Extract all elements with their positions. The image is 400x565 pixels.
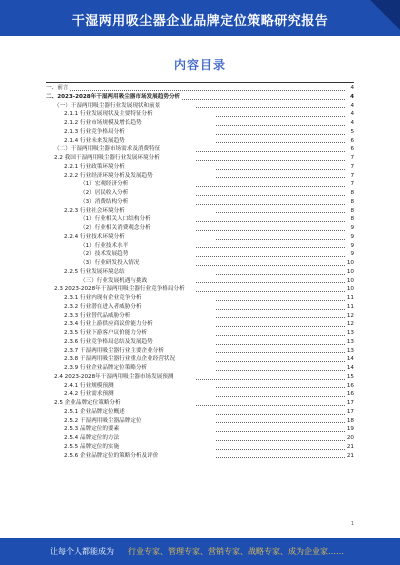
toc-entry-text: （3）消费结构分析	[80, 198, 129, 205]
toc-entry-page: 4	[350, 85, 354, 91]
corner-fold-decoration	[370, 0, 400, 30]
toc-entry-page: 20	[346, 435, 354, 441]
toc-leader-dots	[196, 275, 345, 284]
toc-entry-page: 16	[346, 382, 354, 389]
toc-entry-page: 11	[346, 295, 354, 301]
toc-entry-text: 二、2023-2028年干湿两用吸尘器市场发展趋势分析	[46, 93, 181, 100]
toc-entry-page: 13	[346, 330, 354, 336]
toc-entry-text: （1）行业相关人口结构分析	[80, 216, 151, 223]
toc-leader-dots	[216, 406, 345, 415]
toc-leader-dots	[196, 222, 345, 231]
toc-leader-dots	[216, 231, 345, 240]
toc-leader-dots	[196, 187, 345, 196]
toc-entry-text: 2.5.5 品牌定位的实施	[64, 443, 120, 450]
toc-entry-text: 2.1.3 行业竞争格局分析	[64, 128, 125, 135]
toc-entry-text: 2.4.2 行业需求预测	[64, 391, 114, 398]
toc-entry-page: 8	[350, 198, 354, 205]
toc-leader-dots	[216, 336, 345, 345]
toc-entry-text: （二）干湿两用吸尘器市场需求及消费特征	[54, 146, 161, 153]
toc-entry-text: 2.5.1 企业品牌定位概述	[64, 408, 125, 415]
toc-entry-page: 12	[346, 312, 354, 319]
toc-entry-text: 2.2.5 行业发展环境总结	[64, 268, 125, 275]
toc-entry-text: 2.2.2 行业经济环境分析及发展趋势	[64, 172, 153, 179]
footer-slogan-left: 让每个人都能成为	[50, 547, 114, 556]
toc-entry-page: 6	[350, 146, 354, 153]
toc-leader-dots	[216, 415, 345, 424]
toc-entry-page: 4	[350, 93, 354, 100]
toc-leader-dots	[216, 423, 345, 432]
toc-leader-dots	[216, 126, 345, 135]
toc-entry-text: （2）行业相关消费观念分析	[80, 225, 151, 231]
toc-leader-dots	[216, 441, 345, 450]
toc-entry-text: 2.3.6 行业竞争格局总结及发展趋势	[64, 338, 153, 345]
toc-leader-dots	[216, 108, 345, 117]
toc-leader-dots	[196, 248, 345, 257]
toc-leader-dots	[216, 432, 345, 441]
toc-entry-text: 2.5.3 品牌定位的要素	[64, 426, 120, 433]
toc-entry-text: 2.3.9 行业企业品牌定位策略分析	[64, 365, 148, 371]
toc-entry-page: 10	[346, 268, 354, 275]
toc-entry-text: （三）行业发展机遇与挑战	[80, 277, 148, 284]
toc-entry-page: 11	[346, 303, 354, 310]
toc-leader-dots	[216, 301, 345, 310]
toc-entry-page: 4	[350, 102, 354, 109]
toc-entry-text: 2.3.2 行业潜在进入者威胁分析	[64, 303, 142, 310]
toc-entry-text: 2.2.1 行业政策环境分析	[64, 163, 125, 170]
toc-entry-page: 14	[346, 356, 354, 363]
toc-entry-text: （一）干湿两用吸尘器行业发展现状和前景	[54, 102, 161, 109]
table-of-contents	[46, 84, 354, 460]
toc-entry-text: 2.3.5 行业下游客户议价能力分析	[64, 330, 148, 336]
toc-entry-text: 2.3.3 行业替代品威胁分析	[64, 312, 131, 319]
toc-entry-page: 13	[346, 338, 354, 345]
toc-leader-dots	[216, 170, 345, 179]
toc-entry-page: 17	[346, 408, 354, 415]
toc-entry-text: 2.4.1 行业规模预测	[64, 382, 114, 389]
toc-leader-dots	[216, 388, 345, 397]
toc-leader-dots	[196, 152, 345, 161]
toc-entry-text: 2.1.4 行业未来发展趋势	[64, 137, 125, 144]
footer-slogan-right: 行业专家、管理专家、营销专家、战略专家、成为企业家……	[128, 547, 344, 556]
toc-entry-text: （2）居民收入分析	[80, 190, 129, 196]
toc-entry-page: 21	[346, 452, 354, 459]
toc-entry-page: 8	[350, 190, 354, 196]
toc-leader-dots	[196, 213, 345, 222]
toc-entry-text: 2.5 企业品牌定位策略分析	[54, 400, 121, 406]
toc-heading: 内容目录	[173, 58, 226, 72]
toc-leader-dots	[216, 450, 345, 459]
toc-entry-page: 16	[346, 391, 354, 398]
toc-leader-dots	[196, 240, 345, 249]
toc-entry-page: 12	[346, 321, 354, 328]
toc-leader-dots	[216, 318, 345, 327]
toc-entry-text: 2.3 2023-2028年干湿两用吸尘器行业竞争格局分析	[54, 286, 185, 293]
toc-entry[interactable]	[46, 452, 354, 461]
toc-entry-page: 9	[350, 251, 354, 258]
document-header-bar	[0, 0, 400, 36]
toc-entry-page: 10	[346, 286, 354, 293]
toc-entry-text: 2.5.2 干湿两用吸尘器品牌定位	[64, 417, 142, 424]
toc-entry-text: 2.2 我国干湿两用吸尘器行业发展环境分析	[54, 155, 160, 161]
toc-leader-dots	[196, 178, 345, 187]
toc-entry-page: 9	[350, 225, 354, 231]
toc-leader-dots	[216, 327, 345, 336]
toc-entry-text: 2.3.4 行业上游供应商议价能力分析	[64, 321, 153, 328]
toc-leader-dots	[196, 196, 345, 205]
toc-entry-text: 2.2.3 行业社会环境分析	[64, 207, 125, 214]
toc-entry-text: 2.4 2023-2028年干湿两用吸尘器市场发展预测	[54, 373, 174, 380]
toc-entry-text: （1）行业技术水平	[80, 242, 129, 249]
toc-leader-dots	[216, 117, 345, 126]
toc-entry-text: （1）宏观经济分析	[80, 181, 129, 188]
toc-entry-page: 7	[350, 181, 354, 188]
toc-entry-text: 2.5.4 品牌定位的方法	[64, 435, 120, 441]
toc-leader-dots	[196, 100, 345, 109]
toc-entry-text: 2.2.4 行业技术环境分析	[64, 233, 125, 240]
toc-entry-text: 2.3.8 干湿两用吸尘器行业重点企业经营状况	[64, 356, 176, 363]
toc-entry-page: 8	[350, 207, 354, 214]
toc-leader-dots	[196, 371, 345, 380]
toc-leader-dots	[216, 310, 345, 319]
toc-leader-dots	[62, 82, 345, 91]
toc-entry-page: 19	[346, 426, 354, 433]
toc-entry-page: 7	[350, 155, 354, 161]
page-number: 1	[350, 521, 354, 527]
toc-entry-page: 8	[350, 216, 354, 223]
toc-entry-page: 4	[350, 120, 354, 126]
toc-entry-page: 9	[350, 233, 354, 240]
toc-entry-text: 2.5.6 企业品牌定位的策略分析及评价	[64, 452, 159, 459]
toc-leader-dots	[216, 266, 345, 275]
toc-entry-text: （2）技术发展趋势	[80, 251, 129, 258]
toc-entry-page: 17	[346, 400, 354, 406]
toc-entry-page: 6	[350, 137, 354, 144]
toc-entry-page: 18	[346, 417, 354, 424]
toc-leader-dots	[216, 205, 345, 214]
toc-leader-dots	[216, 135, 345, 144]
toc-entry-text: 2.3.1 行业内现有企业竞争分析	[64, 295, 142, 301]
toc-leader-dots	[196, 397, 345, 406]
toc-entry-text: 一、前言	[46, 85, 69, 91]
toc-leader-dots	[216, 380, 345, 389]
document-title: 干湿两用吸尘器企业品牌定位策略研究报告	[71, 14, 329, 29]
toc-entry-text: 2.1.2 行业市场规模及增长趋势	[64, 120, 142, 126]
toc-entry-page: 7	[350, 172, 354, 179]
toc-entry-page: 10	[346, 277, 354, 284]
toc-leader-dots	[196, 143, 345, 152]
toc-entry-text: 2.3.7 干湿两用吸尘器行业主要企业分析	[64, 347, 164, 354]
toc-leader-dots	[196, 283, 345, 292]
toc-entry-page: 13	[346, 347, 354, 354]
toc-entry-page: 21	[346, 443, 354, 450]
toc-leader-dots	[216, 362, 345, 371]
toc-leader-dots	[216, 353, 345, 362]
toc-entry-page: 7	[350, 163, 354, 170]
toc-entry-page: 10	[346, 260, 354, 266]
toc-leader-dots	[216, 345, 345, 354]
toc-entry-page: 4	[350, 111, 354, 118]
toc-entry-page: 5	[350, 128, 354, 135]
toc-leader-dots	[216, 161, 345, 170]
toc-entry-page: 14	[346, 365, 354, 371]
toc-leader-dots	[216, 292, 345, 301]
toc-entry-page: 15	[346, 373, 354, 380]
footer-bar	[0, 538, 400, 565]
toc-entry-page: 9	[350, 242, 354, 249]
toc-entry-text: （3）行业研发投入情况	[80, 260, 140, 266]
toc-entry-text: 2.1.1 行业发展现状及主要特征分析	[64, 111, 153, 118]
toc-leader-dots	[196, 257, 345, 266]
